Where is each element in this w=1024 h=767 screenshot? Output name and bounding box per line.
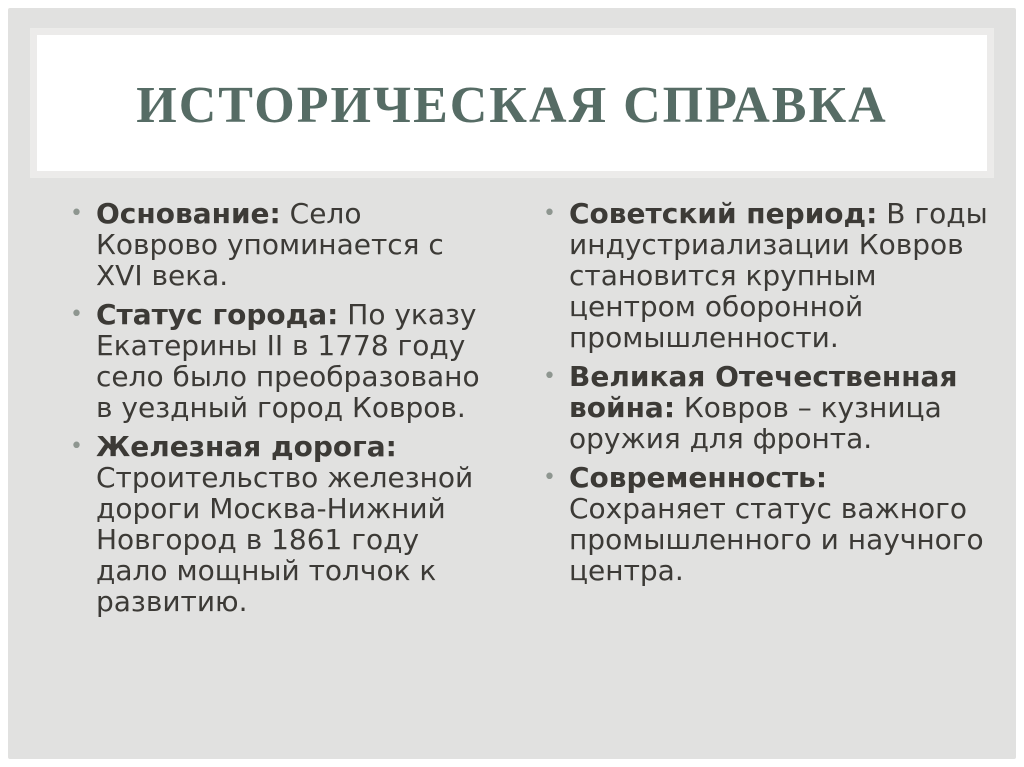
item-term: Великая Отечественная война: bbox=[569, 360, 958, 424]
item-term: Основание: bbox=[96, 197, 281, 230]
list-item-railway bbox=[70, 431, 490, 617]
item-text: Сохраняет статус важного промышленного и научного центра. bbox=[569, 492, 984, 587]
slide-title: ИСТОРИЧЕСКАЯ СПРАВКА bbox=[136, 76, 888, 134]
left-column bbox=[70, 198, 490, 625]
list-item-founding bbox=[70, 198, 490, 291]
title-box bbox=[30, 28, 994, 178]
list-item-great-patriotic-war bbox=[543, 361, 988, 454]
item-term: Советский период: bbox=[569, 197, 878, 230]
bullet-icon: • bbox=[543, 465, 556, 490]
bullet-icon: • bbox=[70, 302, 83, 327]
item-text: По указу Екатерины II в 1778 году село было преобразовано в уездный город Ковров. bbox=[96, 298, 480, 424]
list-item-soviet-period bbox=[543, 198, 988, 353]
list-item-modernity bbox=[543, 462, 988, 586]
bullet-icon: • bbox=[70, 201, 83, 226]
bullet-icon: • bbox=[543, 364, 556, 389]
item-text: Село Коврово упоминается с XVI века. bbox=[96, 197, 444, 292]
bullet-icon: • bbox=[70, 434, 83, 459]
item-term: Современность: bbox=[569, 461, 828, 494]
item-term: Железная дорога: bbox=[96, 430, 397, 463]
item-text: В годы индустриализации Ковров становится крупным центром оборонной промышленности. bbox=[569, 197, 988, 354]
item-term: Статус города: bbox=[96, 298, 339, 331]
item-text: Ковров – кузница оружия для фронта. bbox=[569, 391, 942, 455]
right-column bbox=[543, 198, 988, 594]
list-item-city-status bbox=[70, 299, 490, 423]
bullet-icon: • bbox=[543, 201, 556, 226]
slide bbox=[8, 8, 1016, 759]
item-text: Строительство железной дороги Москва-Нижний Новгород в 1861 году дало мощный толчок к развитию. bbox=[96, 461, 474, 618]
